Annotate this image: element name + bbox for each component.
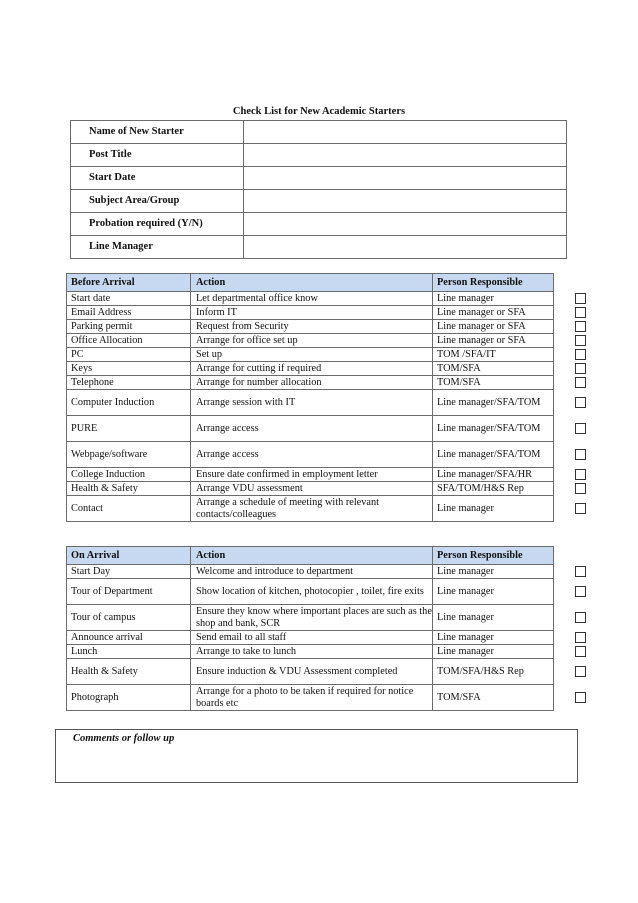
info-value-field[interactable] [244, 167, 567, 190]
info-row [71, 121, 567, 144]
item-cell: College Induction [67, 468, 191, 482]
on-arrival-row [67, 659, 554, 685]
info-row [71, 213, 567, 236]
page-title: Check List for New Academic Starters [232, 106, 406, 117]
on-arrival-checkbox[interactable] [575, 666, 586, 677]
info-value-field[interactable] [244, 121, 567, 144]
before-arrival-checkbox[interactable] [575, 469, 586, 480]
before-arrival-table [66, 273, 554, 522]
item-cell: Lunch [67, 645, 191, 659]
person-cell: Line manager or SFA [433, 334, 554, 348]
before-arrival-row [67, 390, 554, 416]
info-label: Probation required (Y/N) [71, 213, 244, 236]
info-value-field[interactable] [244, 236, 567, 259]
before-arrival-row [67, 362, 554, 376]
before-arrival-checkbox[interactable] [575, 363, 586, 374]
on-arrival-table [66, 546, 554, 711]
person-cell: Line manager [433, 496, 554, 522]
item-cell: Health & Safety [67, 659, 191, 685]
item-cell: Tour of campus [67, 605, 191, 631]
action-cell: Arrange session with IT [191, 390, 433, 416]
info-value-field[interactable] [244, 144, 567, 167]
action-cell: Request from Security [191, 320, 433, 334]
action-cell: Arrange for cutting if required [191, 362, 433, 376]
action-cell: Arrange VDU assessment [191, 482, 433, 496]
before-arrival-row [67, 348, 554, 362]
before-arrival-checkbox[interactable] [575, 321, 586, 332]
person-cell: Line manager or SFA [433, 320, 554, 334]
before-arrival-row [67, 482, 554, 496]
action-cell: Arrange to take to lunch [191, 645, 433, 659]
before-arrival-checkbox[interactable] [575, 483, 586, 494]
before-arrival-row [67, 416, 554, 442]
on-arrival-row [67, 685, 554, 711]
item-cell: Telephone [67, 376, 191, 390]
before-arrival-checkbox[interactable] [575, 293, 586, 304]
action-cell: Arrange a schedule of meeting with relevant contacts/colleagues [191, 496, 433, 522]
item-cell: PURE [67, 416, 191, 442]
action-cell: Let departmental office know [191, 292, 433, 306]
person-cell: Line manager/SFA/TOM [433, 390, 554, 416]
item-cell: PC [67, 348, 191, 362]
on-arrival-header-row [67, 547, 554, 565]
person-cell: Line manager [433, 645, 554, 659]
person-cell: Line manager [433, 631, 554, 645]
item-cell: Contact [67, 496, 191, 522]
action-cell: Inform IT [191, 306, 433, 320]
action-cell: Arrange for number allocation [191, 376, 433, 390]
person-cell: Line manager [433, 605, 554, 631]
on-arrival-checkbox[interactable] [575, 632, 586, 643]
item-cell: Keys [67, 362, 191, 376]
action-cell: Ensure they know where important places are such as the shop and bank, SCR [191, 605, 433, 631]
person-cell: Line manager [433, 292, 554, 306]
item-cell: Computer Induction [67, 390, 191, 416]
before-arrival-checkbox[interactable] [575, 423, 586, 434]
item-cell: Photograph [67, 685, 191, 711]
on-arrival-checkbox[interactable] [575, 566, 586, 577]
on-arrival-checkbox[interactable] [575, 646, 586, 657]
info-row [71, 236, 567, 259]
before-arrival-checkbox[interactable] [575, 503, 586, 514]
before-arrival-checkbox[interactable] [575, 377, 586, 388]
column-header: Before Arrival [67, 274, 191, 292]
before-arrival-row [67, 320, 554, 334]
action-cell: Arrange for office set up [191, 334, 433, 348]
before-arrival-row [67, 442, 554, 468]
before-arrival-row [67, 376, 554, 390]
on-arrival-row [67, 565, 554, 579]
column-header: Person Responsible [433, 547, 554, 565]
person-cell: Line manager/SFA/TOM [433, 416, 554, 442]
person-cell: TOM/SFA [433, 685, 554, 711]
person-cell: TOM /SFA/IT [433, 348, 554, 362]
action-cell: Show location of kitchen, photocopier , toilet, fire exits [191, 579, 433, 605]
info-value-field[interactable] [244, 190, 567, 213]
item-cell: Webpage/software [67, 442, 191, 468]
on-arrival-row [67, 631, 554, 645]
item-cell: Tour of Department [67, 579, 191, 605]
info-label: Line Manager [71, 236, 244, 259]
before-arrival-row [67, 496, 554, 522]
item-cell: Parking permit [67, 320, 191, 334]
on-arrival-checkbox[interactable] [575, 692, 586, 703]
action-cell: Arrange access [191, 416, 433, 442]
before-arrival-row [67, 292, 554, 306]
person-cell: TOM/SFA [433, 362, 554, 376]
column-header: Action [191, 274, 433, 292]
action-cell: Welcome and introduce to department [191, 565, 433, 579]
action-cell: Arrange access [191, 442, 433, 468]
item-cell: Start Day [67, 565, 191, 579]
before-arrival-header-row [67, 274, 554, 292]
column-header: Person Responsible [433, 274, 554, 292]
person-cell: Line manager/SFA/HR [433, 468, 554, 482]
before-arrival-row [67, 334, 554, 348]
action-cell: Send email to all staff [191, 631, 433, 645]
person-cell: TOM/SFA [433, 376, 554, 390]
person-cell: TOM/SFA/H&S Rep [433, 659, 554, 685]
item-cell: Announce arrival [67, 631, 191, 645]
item-cell: Office Allocation [67, 334, 191, 348]
on-arrival-row [67, 605, 554, 631]
info-label: Name of New Starter [71, 121, 244, 144]
starter-info-table [70, 120, 567, 259]
before-arrival-checkbox[interactable] [575, 335, 586, 346]
before-arrival-checkbox[interactable] [575, 307, 586, 318]
info-row [71, 190, 567, 213]
person-cell: SFA/TOM/H&S Rep [433, 482, 554, 496]
on-arrival-checkbox[interactable] [575, 612, 586, 623]
before-arrival-row [67, 468, 554, 482]
action-cell: Ensure date confirmed in employment letter [191, 468, 433, 482]
before-arrival-checkbox[interactable] [575, 449, 586, 460]
comments-box[interactable] [55, 729, 578, 783]
info-label: Subject Area/Group [71, 190, 244, 213]
info-row [71, 167, 567, 190]
before-arrival-checkbox[interactable] [575, 349, 586, 360]
person-cell: Line manager or SFA [433, 306, 554, 320]
on-arrival-checkbox[interactable] [575, 586, 586, 597]
item-cell: Health & Safety [67, 482, 191, 496]
person-cell: Line manager [433, 565, 554, 579]
column-header: On Arrival [67, 547, 191, 565]
before-arrival-checkbox[interactable] [575, 397, 586, 408]
action-cell: Set up [191, 348, 433, 362]
item-cell: Email Address [67, 306, 191, 320]
person-cell: Line manager/SFA/TOM [433, 442, 554, 468]
comments-label: Comments or follow up [73, 733, 175, 744]
action-cell: Ensure induction & VDU Assessment completed [191, 659, 433, 685]
action-cell: Arrange for a photo to be taken if required for notice boards etc [191, 685, 433, 711]
info-label: Post Title [71, 144, 244, 167]
info-row [71, 144, 567, 167]
before-arrival-row [67, 306, 554, 320]
column-header: Action [191, 547, 433, 565]
person-cell: Line manager [433, 579, 554, 605]
on-arrival-row [67, 579, 554, 605]
info-value-field[interactable] [244, 213, 567, 236]
on-arrival-row [67, 645, 554, 659]
item-cell: Start date [67, 292, 191, 306]
info-label: Start Date [71, 167, 244, 190]
